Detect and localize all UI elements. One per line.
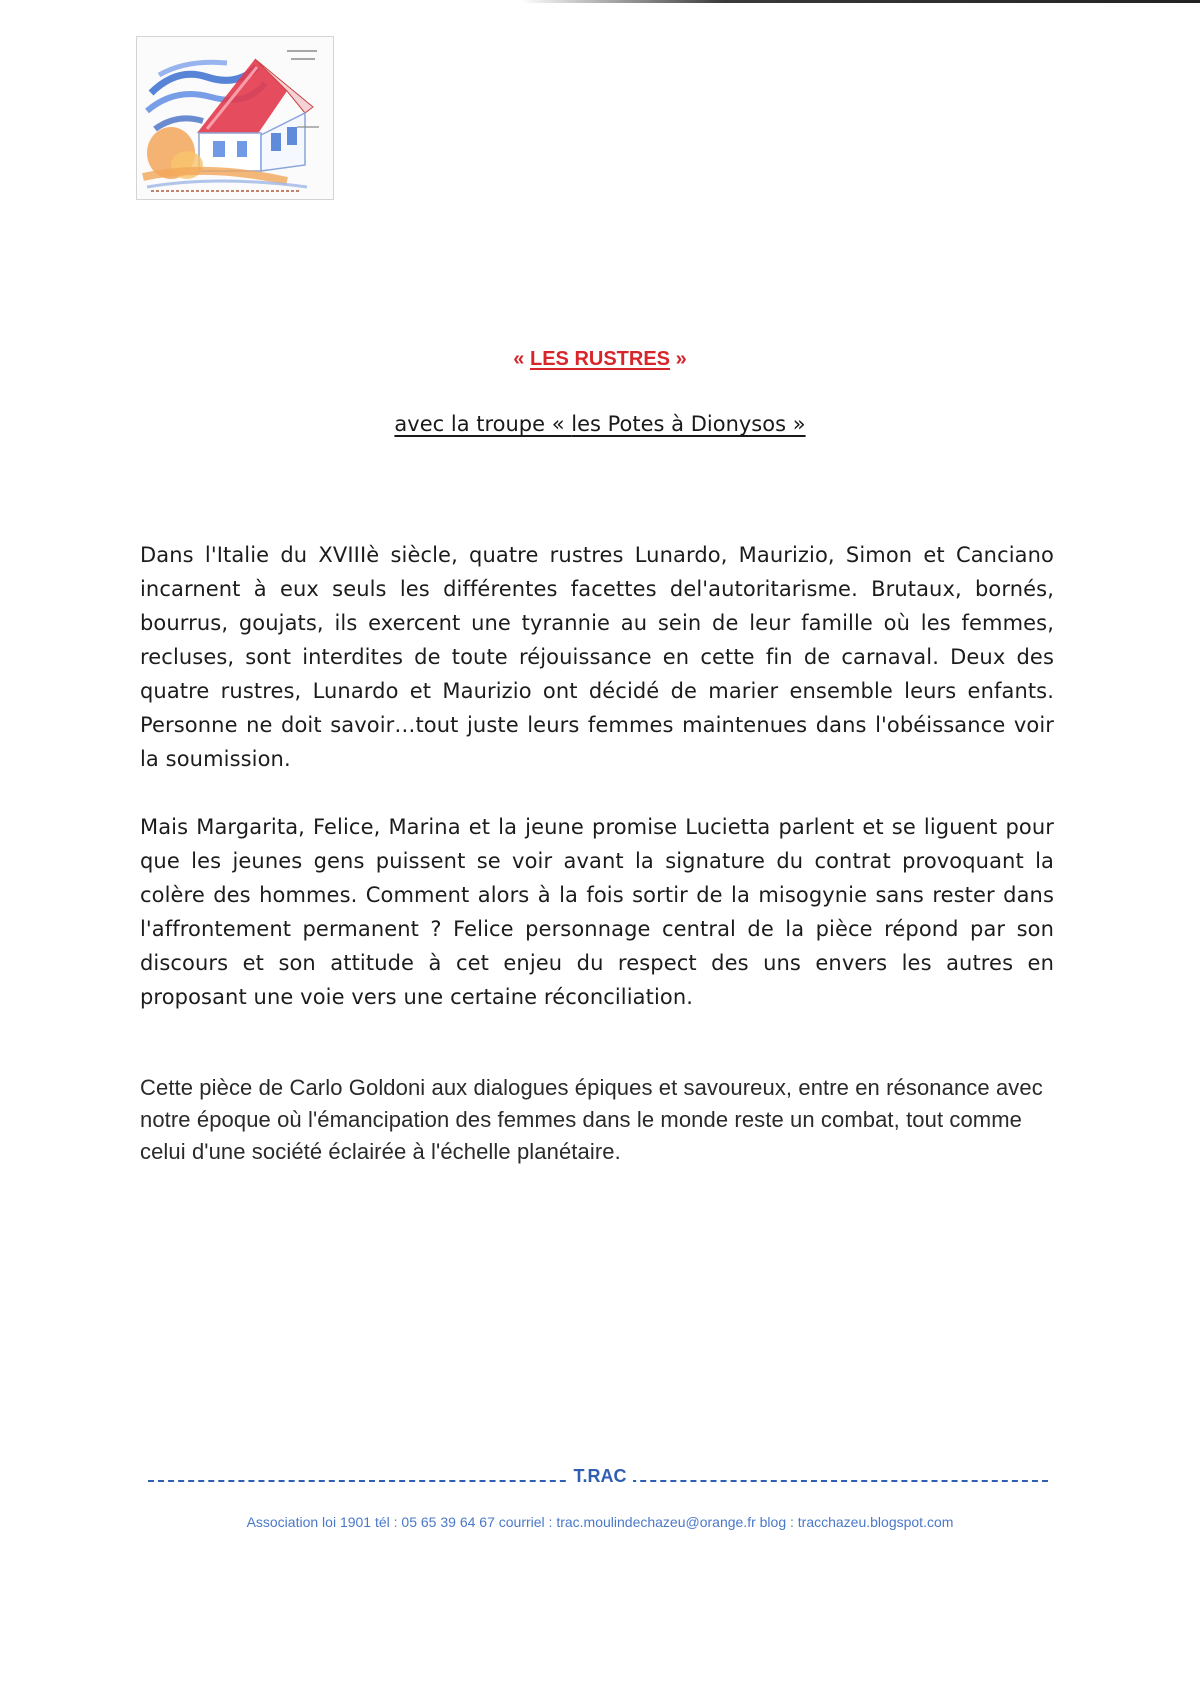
house-logo-icon <box>136 36 334 200</box>
footer-contact-line: Association loi 1901 tél : 05 65 39 64 67 courriel : trac.moulindechazeu@orange.fr blog : tracchazeu.blogspot.com <box>246 1514 954 1530</box>
subtitle-troupe-name: les Potes à Dionysos <box>571 412 787 436</box>
synopsis-paragraph-3: Cette pièce de Carlo Goldoni aux dialogues épiques et savoureux, entre en résonance avec notre époque où l'émancipation des femmes dans le monde reste un combat, tout comme celui d'une société éclairée à l'échelle planétaire. <box>140 1075 1043 1164</box>
troupe-subtitle <box>0 412 1200 436</box>
title-text: LES RUSTRES <box>529 348 671 370</box>
play-title <box>0 348 1200 371</box>
subtitle-prefix: avec la troupe « <box>394 412 572 436</box>
scan-top-edge <box>520 0 1200 3</box>
footer-brand <box>0 1466 1200 1487</box>
title-open-quote: « <box>513 348 530 370</box>
synopsis-paragraph-1: Dans l'Italie du XVIIIè siècle, quatre rustres Lunardo, Maurizio, Simon et Canciano incarnent à eux seuls les différentes facettes del'autoritarisme. Brutaux, bornés, bourrus, goujats, ils exercent une tyrannie au sein de leur famille où les femmes, recluses, sont interdites de toute réjouissance en cette fin de carnaval. Deux des quatre rustres, Lunardo et Maurizio ont décidé de marier ensemble leurs enfants. Personne ne doit savoir…tout juste leurs femmes maintenues dans l'obéissance voir la soumission. <box>140 543 1054 771</box>
synopsis-paragraph-2: Mais Margarita, Felice, Marina et la jeune promise Lucietta parlent et se liguent pour que les jeunes gens puissent se voir avant la signature du contrat provoquant la colère des hommes. Comment alors à la fois sortir de la misogynie sans rester dans l'affrontement permanent ? Felice personnage central de la pièce répond par son discours et son attitude à cet enjeu du respect des uns envers les autres en proposant une voie vers une certaine réconciliation. <box>140 815 1054 1009</box>
subtitle-suffix: » <box>786 412 806 436</box>
title-close-quote: » <box>670 348 687 370</box>
footer-brand-label: T.RAC <box>568 1466 633 1486</box>
